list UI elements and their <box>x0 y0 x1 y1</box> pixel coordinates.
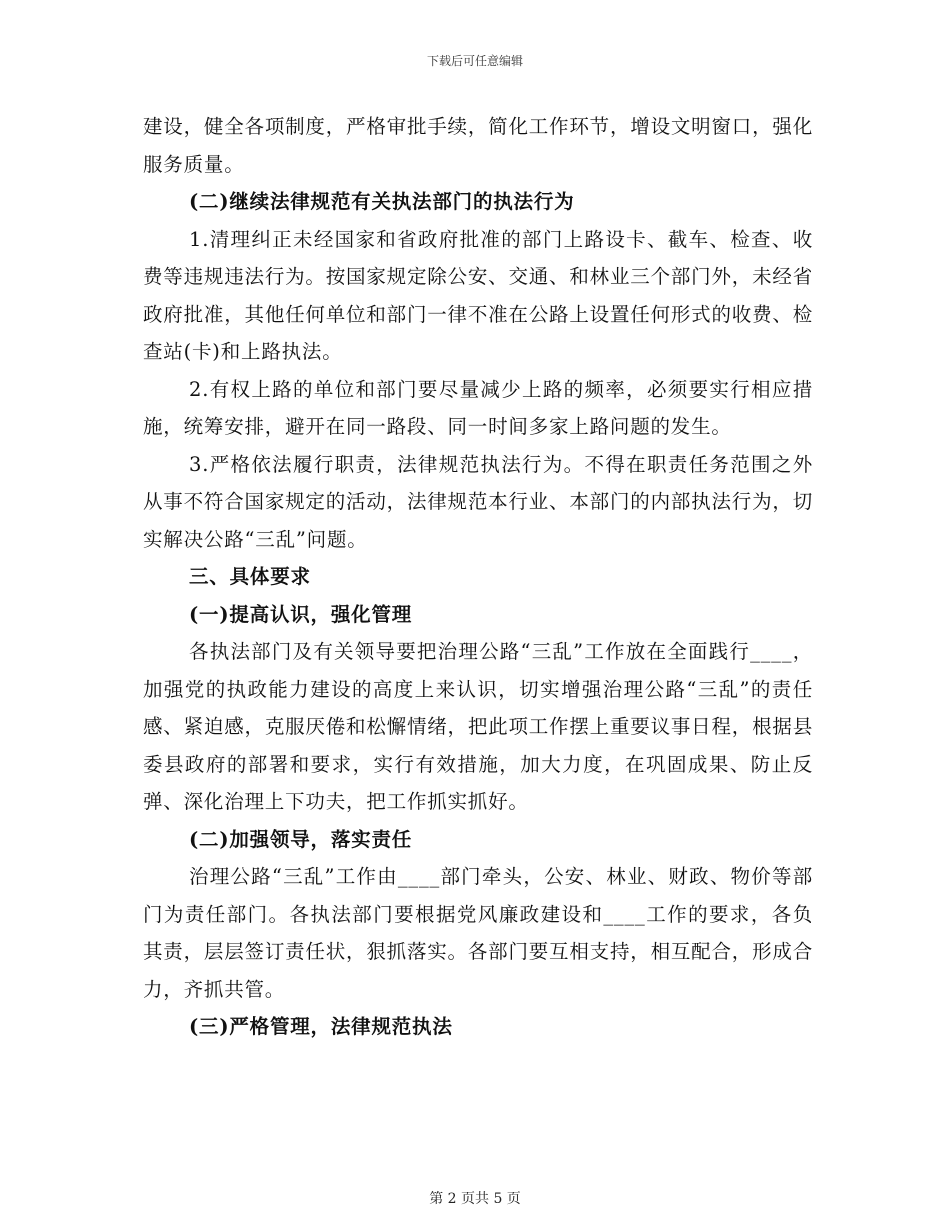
section-heading: 三、具体要求 <box>189 565 311 588</box>
body-paragraph: 1.清理纠正未经国家和省政府批准的部门上路设卡、截车、检查、收费等违规违法行为。按国家规定除公安、交通、和林业三个部门外，未经省政府批准，其他任何单位和部门一律不准在公路上设置任何形式的收费、检查站(卡)和上路执法。 <box>143 227 813 363</box>
body-paragraph: 建设，健全各项制度，严格审批手续，简化工作环节，增设文明窗口，强化服务质量。 <box>143 115 813 176</box>
body-paragraph: 各执法部门及有关领导要把治理公路“三乱”工作放在全面践行____，加强党的执政能力建设的高度上来认识，切实增强治理公路“三乱”的责任感、紧迫感，克服厌倦和松懈情绪，把此项工作摆上重要议事日程，根据县委县政府的部署和要求，实行有效措施，加大力度，在巩固成果、防止反弹、深化治理上下功夫，把工作抓实抓好。 <box>143 640 813 813</box>
section-heading: (三)严格管理，法律规范执法 <box>189 1015 453 1038</box>
section-heading: (一)提高认识，强化管理 <box>189 602 413 626</box>
page-number: 第 2 页共 5 页 <box>429 1191 521 1207</box>
body-paragraph: 治理公路“三乱”工作由____部门牵头，公安、林业、财政、物价等部门为责任部门。各执法部门要根据党风廉政建设和____工作的要求，各负其责，层层签订责任状，狠抓落实。各部门要互相支持，相互配合，形成合力，齐抓共管。 <box>143 865 813 1001</box>
body-paragraph: 3.严格依法履行职责，法律规范执法行为。不得在职责任务范围之外从事不符合国家规定的活动，法律规范本行业、本部门的内部执法行为，切实解决公路“三乱”问题。 <box>143 452 813 551</box>
page-header: 下载后可任意编辑 <box>426 54 523 68</box>
section-heading: (二)加强领导，落实责任 <box>189 827 413 851</box>
body-paragraph: 2.有权上路的单位和部门要尽量减少上路的频率，必须要实行相应措施，统筹安排，避开在同一路段、同一时间多家上路问题的发生。 <box>143 377 813 438</box>
document-body <box>143 108 813 1046</box>
section-heading: (二)继续法律规范有关执法部门的执法行为 <box>189 190 575 213</box>
